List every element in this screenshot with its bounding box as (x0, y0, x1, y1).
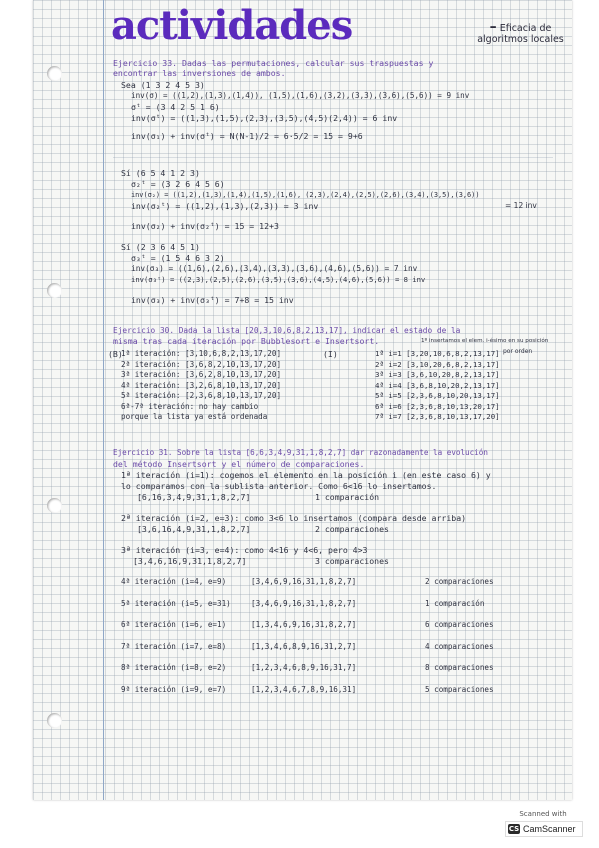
iteration-list: [1,3,4,6,9,16,31,8,2,7] (251, 620, 357, 630)
ex33-line: inv(σ₃ᵗ) = ((2,3),(2,5),(2,6),(3,5),(3,6),(4,5),(4,6),(5,6)) = 8 inv (131, 275, 426, 284)
binder-hole (47, 283, 62, 298)
ex31-list: [3,4,6,16,9,31,1,8,2,7] (133, 556, 247, 566)
insertsort-step: 2ª i=2 [3,10,20,6,8,2,13,17] (375, 359, 500, 369)
ex30-heading: misma tras cada iteración por Bubblesort e Insertsort. (113, 336, 380, 346)
iteration-list: [3,4,6,9,16,31,1,8,2,7] (251, 598, 357, 608)
ex33-line: Sí (6 5 4 1 2 3) (121, 168, 200, 178)
bubblesort-step: 2ª iteración: [3,6,8,2,10,13,17,20] (121, 359, 282, 369)
ex33-line: inv(σ₁) + inv(σᵗ) = N(N-1)/2 = 6·5/2 = 15 = 9+6 (131, 131, 363, 141)
page-title: actividades (111, 2, 353, 49)
badge-box (505, 821, 583, 837)
ex31-line: 2ª iteración (i=2, e=3): como 3<6 lo insertamos (compara desde arriba) (121, 513, 467, 523)
ex31-comparisons: 2 comparaciones (315, 524, 389, 534)
camscanner-badge (502, 808, 584, 838)
iteration-list: [1,2,3,4,6,7,8,9,16,31] (251, 685, 357, 694)
iteration-label: 6ª iteración (i=6, e=1) (121, 620, 227, 630)
ex30-note: por orden (503, 348, 533, 355)
margin-line (103, 0, 104, 800)
bubblesort-step: 3ª iteración: [3,6,2,8,10,13,17,20] (121, 370, 282, 379)
iteration-comparisons: 1 comparación (425, 598, 485, 608)
ex31-line: 1ª iteración (i=1): cogemos el elemento en la posición i (en este caso 6) y (121, 470, 491, 480)
notebook-page (33, 0, 572, 800)
badge-caption: Scanned with (519, 810, 567, 818)
bubblesort-step: porque la lista ya está ordenada (121, 412, 268, 421)
iteration-list: [3,4,6,9,16,31,1,8,2,7] (251, 577, 357, 586)
iteration-label: 7ª iteración (i=7, e=8) (121, 641, 227, 651)
ex33-line: σ₃ᵗ = (1 5 4 6 3 2) (131, 253, 225, 263)
bubblesort-step: 4ª iteración: [3,2,6,8,10,13,17,20] (121, 380, 282, 390)
insertsort-step: 3ª i=3 [3,6,10,20,8,2,13,17] (375, 370, 500, 379)
title-dash: – (489, 19, 497, 35)
iteration-comparisons: 6 comparaciones (425, 620, 494, 630)
subtitle-text: Eficacia de algoritmos locales (477, 23, 564, 45)
iteration-label: 4ª iteración (i=4, e=9) (121, 577, 227, 586)
ex33-line: inv(σ₃) = ((1,6),(2,6),(3,4),(3,3),(3,6),(4,6),(5,6)) = 7 inv (131, 264, 418, 273)
ex30-note: 1º insertamos el elem. i-ésimo en su posición (421, 338, 549, 344)
ex33-line: inv(σᵗ) = ((1,3),(1,5),(2,3),(3,5),(4,5)(2,4)) = 6 inv (131, 113, 398, 123)
ex33-line: Sea (1 3 2 4 5 3) (121, 80, 205, 90)
ex31-heading: del método Insertsort y el número de comparaciones. (113, 459, 365, 469)
ex33-heading: Ejercicio 33. Dadas las permutaciones, calcular sus traspuestas y (113, 58, 434, 68)
binder-hole (47, 66, 62, 81)
iteration-comparisons: 5 comparaciones (425, 685, 494, 694)
iteration-comparisons: 8 comparaciones (425, 663, 494, 673)
bubblesort-step: 1ª iteración: [3,10,6,8,2,13,17,20] (121, 349, 282, 358)
insertsort-step: 5ª i=5 [2,3,6,8,10,20,13,17] (375, 391, 500, 400)
ex33-line: inv(σ₂ᵗ) = ((1,2),(1,3),(2,3)) = 3 inv (131, 201, 319, 211)
ex33-side-note: = 12 inv (505, 201, 537, 210)
ex33-line: σ₂ᵗ = (3 2 6 4 5 6) (131, 179, 225, 189)
ex31-comparisons: 1 comparación (315, 492, 380, 502)
ex31-list: [6,16,3,4,9,31,1,8,2,7] (137, 492, 251, 502)
ex33-line: inv(σ₂) + inv(σ₂ᵗ) = 15 = 12+3 (131, 221, 279, 231)
iteration-label: 5ª iteración (i=5, e=31) (121, 598, 231, 608)
bubblesort-step: 5ª iteración: [2,3,6,8,10,13,17,20] (121, 391, 282, 400)
ex31-line: 3ª iteración (i=3, e=4): como 4<16 y 4<6, pero 4>3 (121, 545, 368, 555)
ex33-heading: encontrar las inversiones de ambos. (113, 68, 286, 78)
iteration-comparisons: 4 comparaciones (425, 641, 494, 651)
page-subtitle (473, 19, 568, 45)
ex33-line: inv(σ₂) = ((1,2),(1,3),(1,4),(1,5),(1,6), (2,3),(2,4),(2,5),(2,6),(3,4),(3,5),(3,6)) (131, 191, 480, 199)
ex33-line: Sí (2 3 6 4 5 1) (121, 242, 200, 252)
iteration-label: 9ª iteración (i=9, e=7) (121, 685, 227, 694)
bubblesort-label: (B) (108, 349, 123, 359)
insertsort-step: 6ª i=6 [2,3,6,8,10,13,20,17] (375, 401, 500, 411)
insertsort-step: 4ª i=4 [3,6,8,10,20,2,13,17] (375, 380, 500, 390)
binder-hole (47, 498, 62, 513)
divider (113, 157, 553, 158)
iteration-comparisons: 2 comparaciones (425, 577, 494, 586)
bubblesort-step: 6ª-7ª iteración: no hay cambio (121, 401, 259, 411)
ex31-line: lo comparamos con la sublista anterior. Como 6<16 lo insertamos. (121, 481, 437, 491)
insertsort-step: 7ª i=7 [2,3,6,8,10,13,17,20] (375, 412, 500, 421)
ex33-line: σᵗ = (3 4 2 5 1 6) (131, 102, 220, 112)
insertsort-step: 1ª i=1 [3,20,10,6,8,2,13,17] (375, 349, 500, 358)
ex33-line: inv(σ) = ((1,2),(1,3),(1,4)), (1,5),(1,6),(3,2),(3,3),(3,6),(5,6)) = 9 inv (131, 91, 470, 100)
insertsort-label: (I) (323, 349, 338, 359)
iteration-list: [1,3,4,6,8,9,16,31,2,7] (251, 641, 357, 651)
ex33-line: inv(σ₃) + inv(σ₃ᵗ) = 7+8 = 15 inv (131, 295, 294, 305)
ex31-list: [3,6,16,4,9,31,1,8,2,7] (137, 524, 251, 534)
badge-name: CamScanner (523, 824, 576, 834)
iteration-label: 8ª iteración (i=8, e=2) (121, 663, 227, 673)
ex30-heading: Ejercicio 30. Dada la lista [20,3,10,6,8,2,13,17], indicar el estado de la (113, 326, 461, 335)
ex31-heading: Ejercicio 31. Sobre la lista [6,6,3,4,9,31,1,8,2,7] dar razonadamente la evolución (113, 448, 488, 457)
ex31-comparisons: 3 comparaciones (315, 556, 389, 566)
camscanner-logo-icon: CS (508, 825, 520, 833)
iteration-list: [1,2,3,4,6,8,9,16,31,7] (251, 663, 357, 673)
binder-hole (47, 713, 62, 728)
